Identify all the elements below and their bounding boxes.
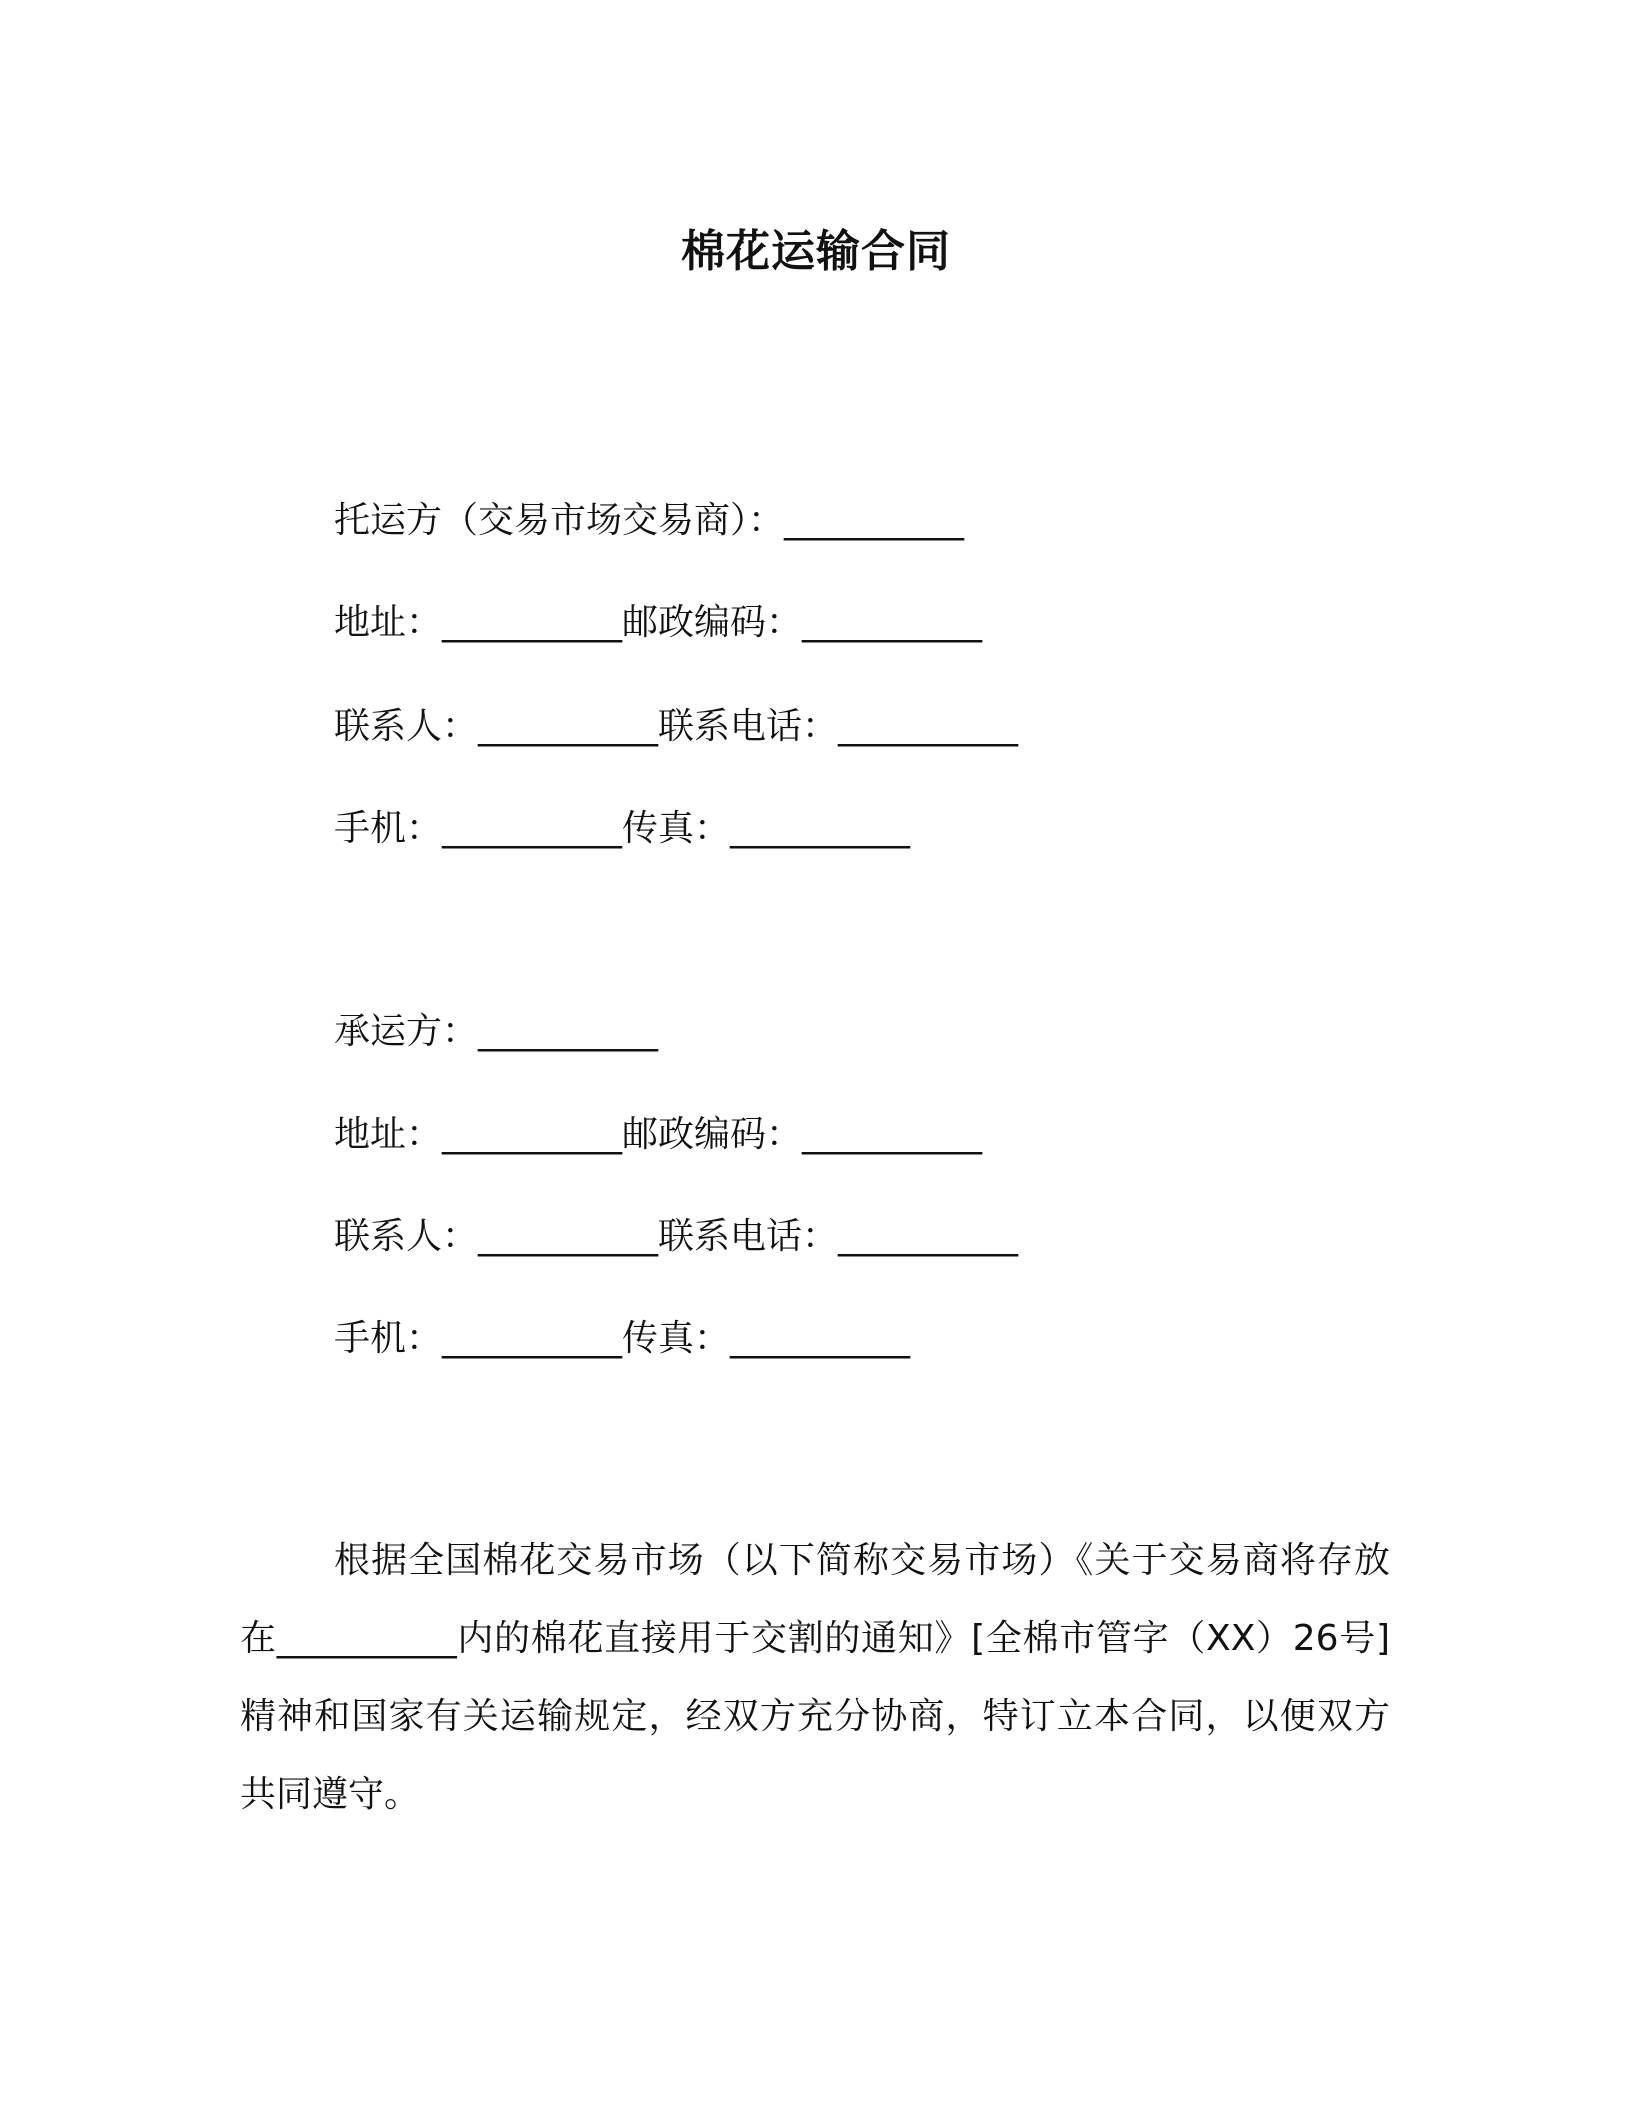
preamble-paragraph: 根据全国棉花交易市场（以下简称交易市场）《关于交易商将存放在__________内的棉花直接用于交割的通知》[全棉市管字（XX）26号]精神和国家有关运输规定，经双方充分协商，特订立本合同，以便双方共同遵守。 bbox=[240, 1540, 1390, 1815]
document-title: 棉花运输合同 bbox=[681, 226, 951, 277]
carrier-contact-line: 联系人：__________联系电话：__________ bbox=[334, 1216, 1019, 1257]
carrier-name-line: 承运方：__________ bbox=[334, 1011, 659, 1052]
consignor-mobile-fax-line: 手机：__________传真：__________ bbox=[334, 808, 911, 849]
carrier-mobile-fax-line: 手机：__________传真：__________ bbox=[334, 1318, 911, 1359]
consignor-address-line: 地址：__________邮政编码：__________ bbox=[334, 602, 983, 643]
carrier-address-line: 地址：__________邮政编码：__________ bbox=[334, 1114, 983, 1155]
consignor-contact-line: 联系人：__________联系电话：__________ bbox=[334, 706, 1019, 747]
consignor-name-line: 托运方（交易市场交易商）：__________ bbox=[334, 500, 965, 541]
